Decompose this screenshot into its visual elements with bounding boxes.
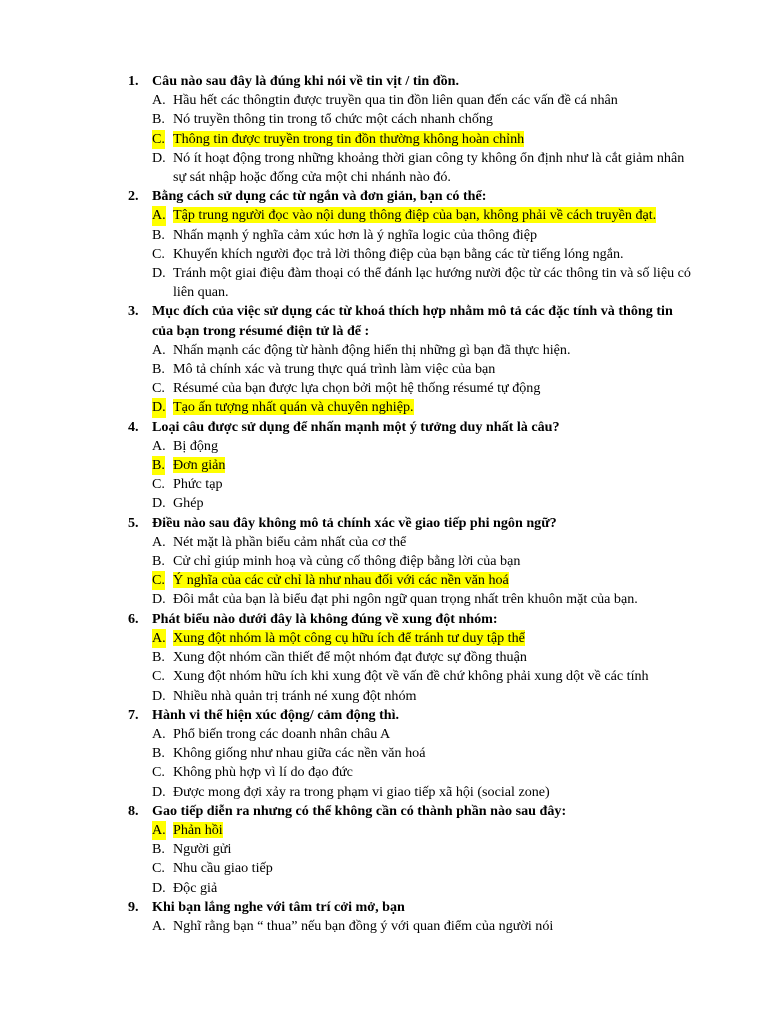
option-letter: B. (152, 226, 165, 243)
answer-option (152, 648, 694, 667)
option-letter: B. (152, 841, 165, 858)
option-text: Khuyến khích người đọc trả lời thông điệp của bạn bằng các từ tiếng lóng ngắn. (173, 245, 624, 262)
option-letter: A. (152, 92, 166, 109)
option-text: Cử chỉ giúp minh hoạ và củng cố thông điệp bằng lời của bạn (173, 553, 521, 570)
answer-option (152, 533, 694, 552)
option-text: Ý nghĩa của các cử chỉ là như nhau đối với các nền văn hoá (173, 572, 509, 589)
option-text: Xung đột nhóm cần thiết để một nhóm đạt được sự đồng thuận (173, 649, 527, 666)
option-text: Tránh một giai điệu đàm thoại có thể đánh lạc hướng nười độc từ các thông tin và số liệu có liên quan. (173, 265, 691, 301)
answer-option (152, 245, 694, 264)
option-text: Résumé của bạn được lựa chọn bởi một hệ thống résumé tự động (173, 380, 541, 397)
option-letter: D. (152, 879, 166, 896)
option-text: Mô tả chính xác và trung thực quá trình làm việc của bạn (173, 361, 496, 378)
question-number: 2. (128, 188, 139, 205)
option-letter: D. (152, 495, 166, 512)
question-3 (128, 302, 694, 417)
question-text: Khi bạn lắng nghe với tâm trí cởi mở, bạn (152, 898, 405, 915)
option-letter: A. (152, 437, 166, 454)
option-letter: C. (152, 380, 165, 397)
option-letter: C. (152, 476, 165, 493)
answer-option (152, 687, 694, 706)
option-letter: B. (152, 361, 165, 378)
option-letter: C. (152, 860, 165, 877)
option-letter: C. (152, 245, 165, 262)
question-number: 9. (128, 898, 139, 915)
option-text: Xung đột nhóm là một công cụ hữu ích để tránh tư duy tập thể (173, 629, 525, 646)
option-letter: C. (152, 764, 165, 781)
answer-option (152, 379, 694, 398)
option-letter: B. (152, 553, 165, 570)
question-text: Điều nào sau đây không mô tả chính xác về giao tiếp phi ngôn ngữ? (152, 514, 557, 531)
option-letter: C. (152, 130, 165, 149)
option-letter: C. (152, 571, 165, 590)
option-text: Tạo ấn tượng nhất quán và chuyên nghiệp. (173, 399, 414, 416)
option-letter: B. (152, 649, 165, 666)
question-4 (128, 418, 694, 514)
option-text: Ghép (173, 495, 204, 512)
answer-option (152, 226, 694, 245)
option-text: Nhu cầu giao tiếp (173, 860, 273, 877)
question-number: 7. (128, 706, 139, 723)
option-letter: A. (152, 821, 166, 840)
option-text: Thông tin được truyền trong tin đồn thường không hoàn chỉnh (173, 130, 525, 147)
answer-option-highlighted (152, 206, 694, 225)
option-letter: D. (152, 687, 166, 704)
option-letter: B. (152, 745, 165, 762)
option-text: Đơn giản (173, 457, 226, 474)
question-1 (128, 72, 694, 187)
answer-option (152, 859, 694, 878)
option-text: Độc giả (173, 879, 218, 896)
option-letter: B. (152, 456, 165, 475)
option-text: Xung đột nhóm hữu ích khi xung đột về vấn đề chứ không phải xung dột về các tính (173, 668, 649, 685)
question-6 (128, 610, 694, 706)
option-text: Nhấn mạnh ý nghĩa cảm xúc hơn là ý nghĩa logic của thông điệp (173, 226, 538, 243)
question-number: 3. (128, 303, 139, 320)
option-letter: A. (152, 725, 166, 742)
option-letter: D. (152, 783, 166, 800)
answer-option (152, 840, 694, 859)
question-number: 1. (128, 73, 139, 89)
option-text: Nó ít hoạt động trong những khoảng thời gian công ty không ổn định như là cắt giảm nhân sự sát nhập hoặc đống cửa một chi nhánh nào đó. (173, 149, 685, 186)
answer-option-highlighted (152, 629, 694, 648)
answer-option (152, 110, 694, 129)
answer-option (152, 763, 694, 782)
question-list (128, 72, 694, 936)
option-text: Phổ biến trong các doanh nhân châu A (173, 725, 391, 742)
question-8 (128, 802, 694, 898)
option-letter: D. (152, 398, 166, 417)
option-text: Không phù hợp vì lí do đạo đức (173, 764, 353, 781)
question-text: Hành vi thể hiện xúc động/ cảm động thì. (152, 706, 400, 723)
option-letter: A. (152, 341, 166, 358)
option-letter: B. (152, 111, 165, 128)
option-text: Người gửi (173, 841, 232, 858)
answer-option (152, 917, 694, 936)
option-letter: C. (152, 668, 165, 685)
answer-option-highlighted (152, 398, 694, 417)
answer-option (152, 475, 694, 494)
option-letter: A. (152, 629, 166, 648)
question-7 (128, 706, 694, 802)
answer-option (152, 437, 694, 456)
question-text: Loại câu được sử dụng để nhấn mạnh một ý tưởng duy nhất là câu? (152, 418, 560, 435)
question-2 (128, 187, 694, 302)
answer-option (152, 590, 694, 609)
option-text: Nhiều nhà quản trị tránh né xung đột nhóm (173, 687, 417, 704)
answer-option (152, 341, 694, 360)
answer-option-highlighted (152, 821, 694, 840)
answer-option (152, 783, 694, 802)
question-number: 6. (128, 610, 139, 627)
option-letter: D. (152, 591, 166, 608)
question-9 (128, 898, 694, 936)
option-letter: A. (152, 206, 166, 225)
answer-option (152, 494, 694, 513)
option-letter: D. (152, 265, 166, 282)
option-text: Không giống như nhau giữa các nền văn hoá (173, 745, 426, 762)
question-text: Phát biểu nào dưới đây là không đúng về xung đột nhóm: (152, 610, 498, 627)
answer-option (152, 744, 694, 763)
answer-option (152, 91, 694, 110)
option-text: Nhấn mạnh các động từ hành động hiển thị những gì bạn đã thực hiện. (173, 341, 571, 358)
option-text: Nét mặt là phần biểu cảm nhất của cơ thể (173, 533, 407, 550)
option-letter: A. (152, 533, 166, 550)
answer-option-highlighted (152, 571, 694, 590)
question-number: 8. (128, 802, 139, 819)
answer-option-highlighted (152, 130, 694, 149)
answer-option (152, 360, 694, 379)
option-text: Phản hồi (173, 821, 223, 838)
question-text: Gao tiếp diễn ra nhưng có thể không cần có thành phần nào sau đây: (152, 802, 567, 819)
option-text: Tập trung người đọc vào nội dung thông điệp của bạn, không phải về cách truyền đạt. (173, 207, 657, 224)
question-text: Mục đích của việc sử dụng các từ khoá thích hợp nhằm mô tả các đặc tính và thông tin của bạn trong résumé điện tử là để : (152, 303, 673, 339)
question-number: 4. (128, 418, 139, 435)
answer-option (152, 667, 694, 686)
option-text: Hầu hết các thôngtin được truyền qua tin đồn liên quan đến các vấn đề cá nhân (173, 92, 618, 109)
answer-option (152, 552, 694, 571)
option-letter: D. (152, 149, 166, 166)
option-text: Nghĩ rằng bạn “ thua” nếu bạn đồng ý với quan điểm của người nói (173, 917, 554, 934)
question-text: Câu nào sau đây là đúng khi nói về tin vịt / tin đồn. (152, 73, 460, 89)
answer-option-highlighted (152, 456, 694, 475)
question-number: 5. (128, 514, 139, 531)
option-letter: A. (152, 917, 166, 934)
question-5 (128, 514, 694, 610)
answer-option (152, 879, 694, 898)
question-text: Bằng cách sử dụng các từ ngắn và đơn giản, bạn có thể: (152, 188, 487, 205)
answer-option (152, 149, 694, 187)
option-text: Được mong đợi xảy ra trong phạm vi giao tiếp xã hội (social zone) (173, 783, 550, 800)
answer-option (152, 264, 694, 302)
option-text: Nó truyền thông tin trong tổ chức một cách nhanh chống (173, 111, 493, 128)
answer-option (152, 725, 694, 744)
option-text: Bị động (173, 437, 219, 454)
option-text: Phức tạp (173, 476, 223, 493)
option-text: Đôi mắt của bạn là biểu đạt phi ngôn ngữ quan trọng nhất trên khuôn mặt của bạn. (173, 591, 638, 608)
